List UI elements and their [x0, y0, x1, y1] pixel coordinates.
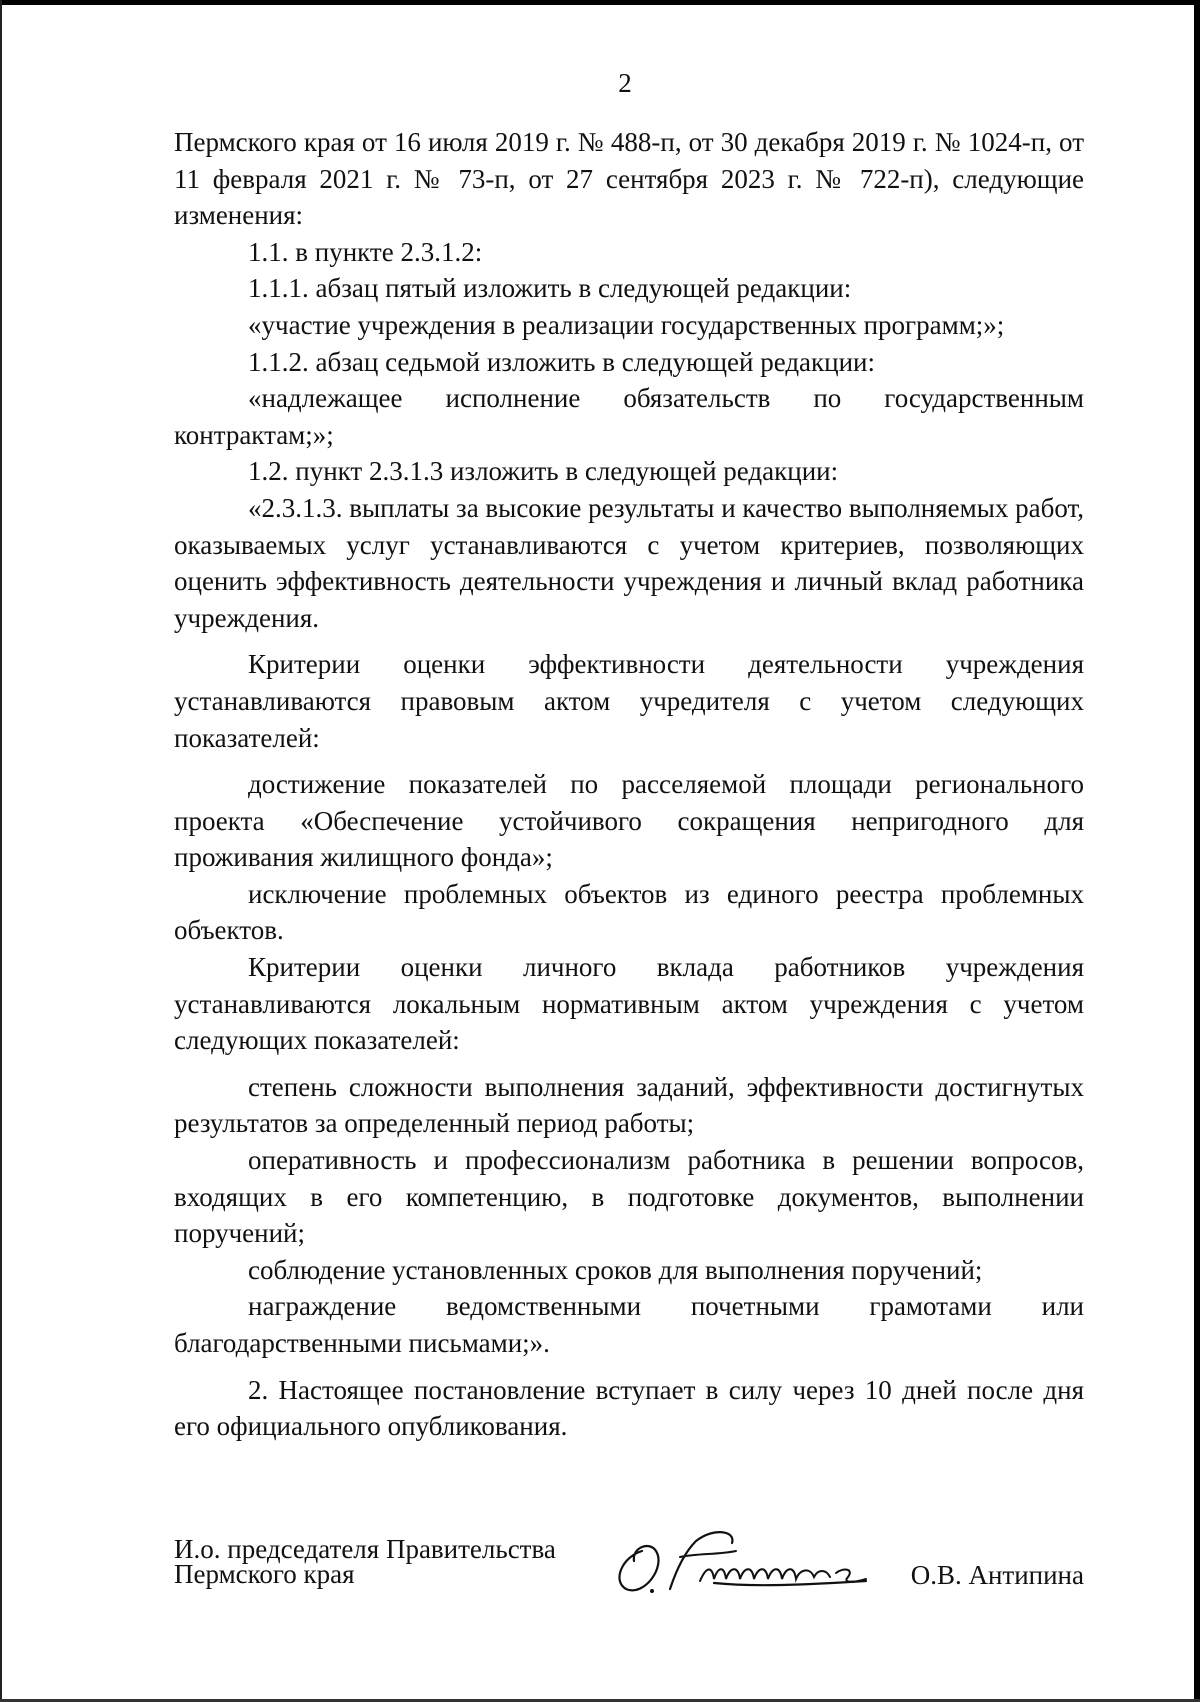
paragraph-intro: Пермского края от 16 июля 2019 г. № 488-п, от 30 декабря 2019 г. № 1024-п, от 11 февраля 2021 г. № 73-п, от 27 сентября 2023 г. № 722-п), следующие изменения:	[174, 127, 1084, 231]
paragraph-indicator-exclusion: исключение проблемных объектов из единого реестра проблемных объектов.	[174, 878, 1084, 946]
scan-edge-right	[1194, 0, 1200, 1702]
signatory-title-line-2: Пермского края	[174, 1559, 355, 1589]
signatory-title	[174, 1534, 556, 1589]
paragraph-quote-2-3-1-3: «2.3.1.3. выплаты за высокие результаты и качество выполняемых работ, оказываемых услуг устанавливаются с учетом критериев, позволяющих оценить эффективность деятельности учреждения и личный вклад работника учреждения.	[174, 492, 1085, 633]
document-body	[174, 124, 1084, 1445]
signature-block	[174, 1534, 1094, 1617]
scan-edge-top	[0, 0, 1200, 5]
signatory-name: О.В. Антипина	[910, 1560, 1084, 1590]
paragraph-quote-2: «надлежащее исполнение обязательств по государственным контрактам;»;	[174, 383, 1084, 450]
handwritten-signature	[604, 1521, 884, 1601]
paragraph-indicator-efficiency: оперативность и профессионализм работника в решении вопросов, входящих в его компетенцию, в подготовке документов, выполнении поручений;	[174, 1145, 1084, 1249]
page-number: 2	[618, 68, 632, 98]
paragraph-item-1-1: 1.1. в пункте 2.3.1.2:	[248, 236, 483, 267]
signatory-title-line-1: И.о. председателя Правительства	[174, 1534, 556, 1564]
scan-edge-left	[0, 0, 2, 1702]
paragraph-item-1-1-1: 1.1.1. абзац пятый изложить в следующей редакции:	[248, 273, 852, 304]
paragraph-item-1-2: 1.2. пункт 2.3.1.3 изложить в следующей редакции:	[248, 456, 839, 487]
paragraph-indicator-complexity: степень сложности выполнения заданий, эффективности достигнутых результатов за определенный период работы;	[174, 1071, 1084, 1139]
paragraph-criteria-employee: Критерии оценки личного вклада работников учреждения устанавливаются локальным нормативным актом учреждения с учетом следующих показателей:	[174, 952, 1084, 1056]
paragraph-indicator-awards: награждение ведомственными почетными грамотами или благодарственными письмами;».	[174, 1291, 1084, 1358]
paragraph-effective-date: 2. Настоящее постановление вступает в силу через 10 дней после дня его официального опубликования.	[174, 1374, 1084, 1442]
paragraph-criteria-institution: Критерии оценки эффективности деятельности учреждения устанавливаются правовым актом учредителя с учетом следующих показателей:	[174, 649, 1084, 753]
paragraph-indicator-area: достижение показателей по расселяемой площади регионального проекта «Обеспечение устойчивого сокращения непригодного для проживания жилищного фонда»;	[174, 769, 1084, 873]
paragraph-indicator-deadlines: соблюдение установленных сроков для выполнения поручений;	[248, 1254, 983, 1285]
paragraph-quote-1: «участие учреждения в реализации государственных программ;»;	[248, 309, 1005, 340]
paragraph-item-1-1-2: 1.1.2. абзац седьмой изложить в следующей редакции:	[248, 346, 876, 377]
